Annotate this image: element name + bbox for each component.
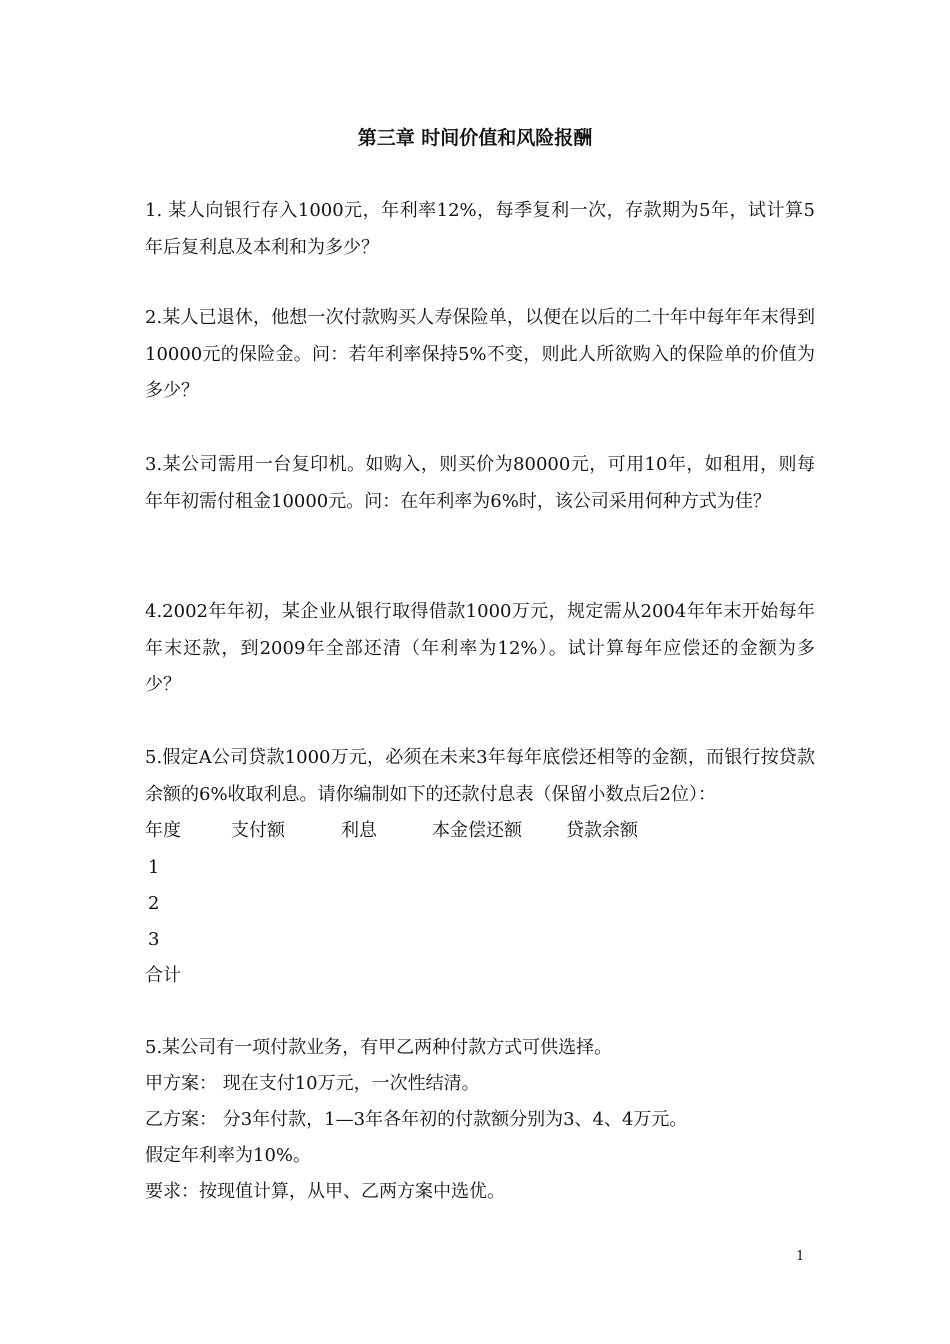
question-4: 4.2002年年初，某企业从银行取得借款1000万元，规定需从2004年年末开始每年年末还款，到2009年全部还清（年利率为12%）。试计算每年应偿还的金额为多少？ xyxy=(145,601,815,695)
question-6-requirement: 要求：按现值计算，从甲、乙两方案中选优。 xyxy=(145,1181,505,1202)
question-6-plan-b: 乙方案： 分3年付款，1—3年各年初的付款额分别为3、4、4万元。 xyxy=(145,1109,688,1130)
table-row-3: 3 xyxy=(148,929,160,950)
table-header-principal: 本金偿还额 xyxy=(432,820,522,841)
question-2: 2.某人已退休，他想一次付款购买人寿保险单，以便在以后的二十年中每年年末得到10000元的保险金。问：若年利率保持5%不变，则此人所欲购入的保险单的价值为多少？ xyxy=(145,307,815,401)
question-6-intro: 5.某公司有一项付款业务，有甲乙两种付款方式可供选择。 xyxy=(145,1037,613,1058)
question-6-plan-a: 甲方案： 现在支付10万元，一次性结清。 xyxy=(145,1073,480,1094)
table-header-interest: 利息 xyxy=(341,820,377,841)
table-header-payment: 支付额 xyxy=(231,820,285,841)
question-1: 1. 某人向银行存入1000元，年利率12%，每季复利一次，存款期为5年，试计算5年后复利息及本利和为多少？ xyxy=(145,200,815,258)
table-row-2: 2 xyxy=(148,893,160,914)
question-5: 5.假定A公司贷款1000万元，必须在未来3年每年底偿还相等的金额，而银行按贷款余额的6%收取利息。请你编制如下的还款付息表（保留小数点后2位）： xyxy=(145,747,815,805)
question-3: 3.某公司需用一台复印机。如购入，则买价为80000元，可用10年，如租用，则每年年初需付租金10000元。问：在年利率为6%时，该公司采用何种方式为佳？ xyxy=(145,454,815,512)
question-6-rate: 假定年利率为10%。 xyxy=(145,1145,312,1166)
table-header-balance: 贷款余额 xyxy=(566,820,638,841)
page-number: 1 xyxy=(796,1249,805,1264)
table-row-total: 合计 xyxy=(145,965,181,986)
table-header-year: 年度 xyxy=(145,820,181,841)
page-title: 第三章 时间价值和风险报酬 xyxy=(357,127,593,149)
table-row-1: 1 xyxy=(148,857,160,878)
